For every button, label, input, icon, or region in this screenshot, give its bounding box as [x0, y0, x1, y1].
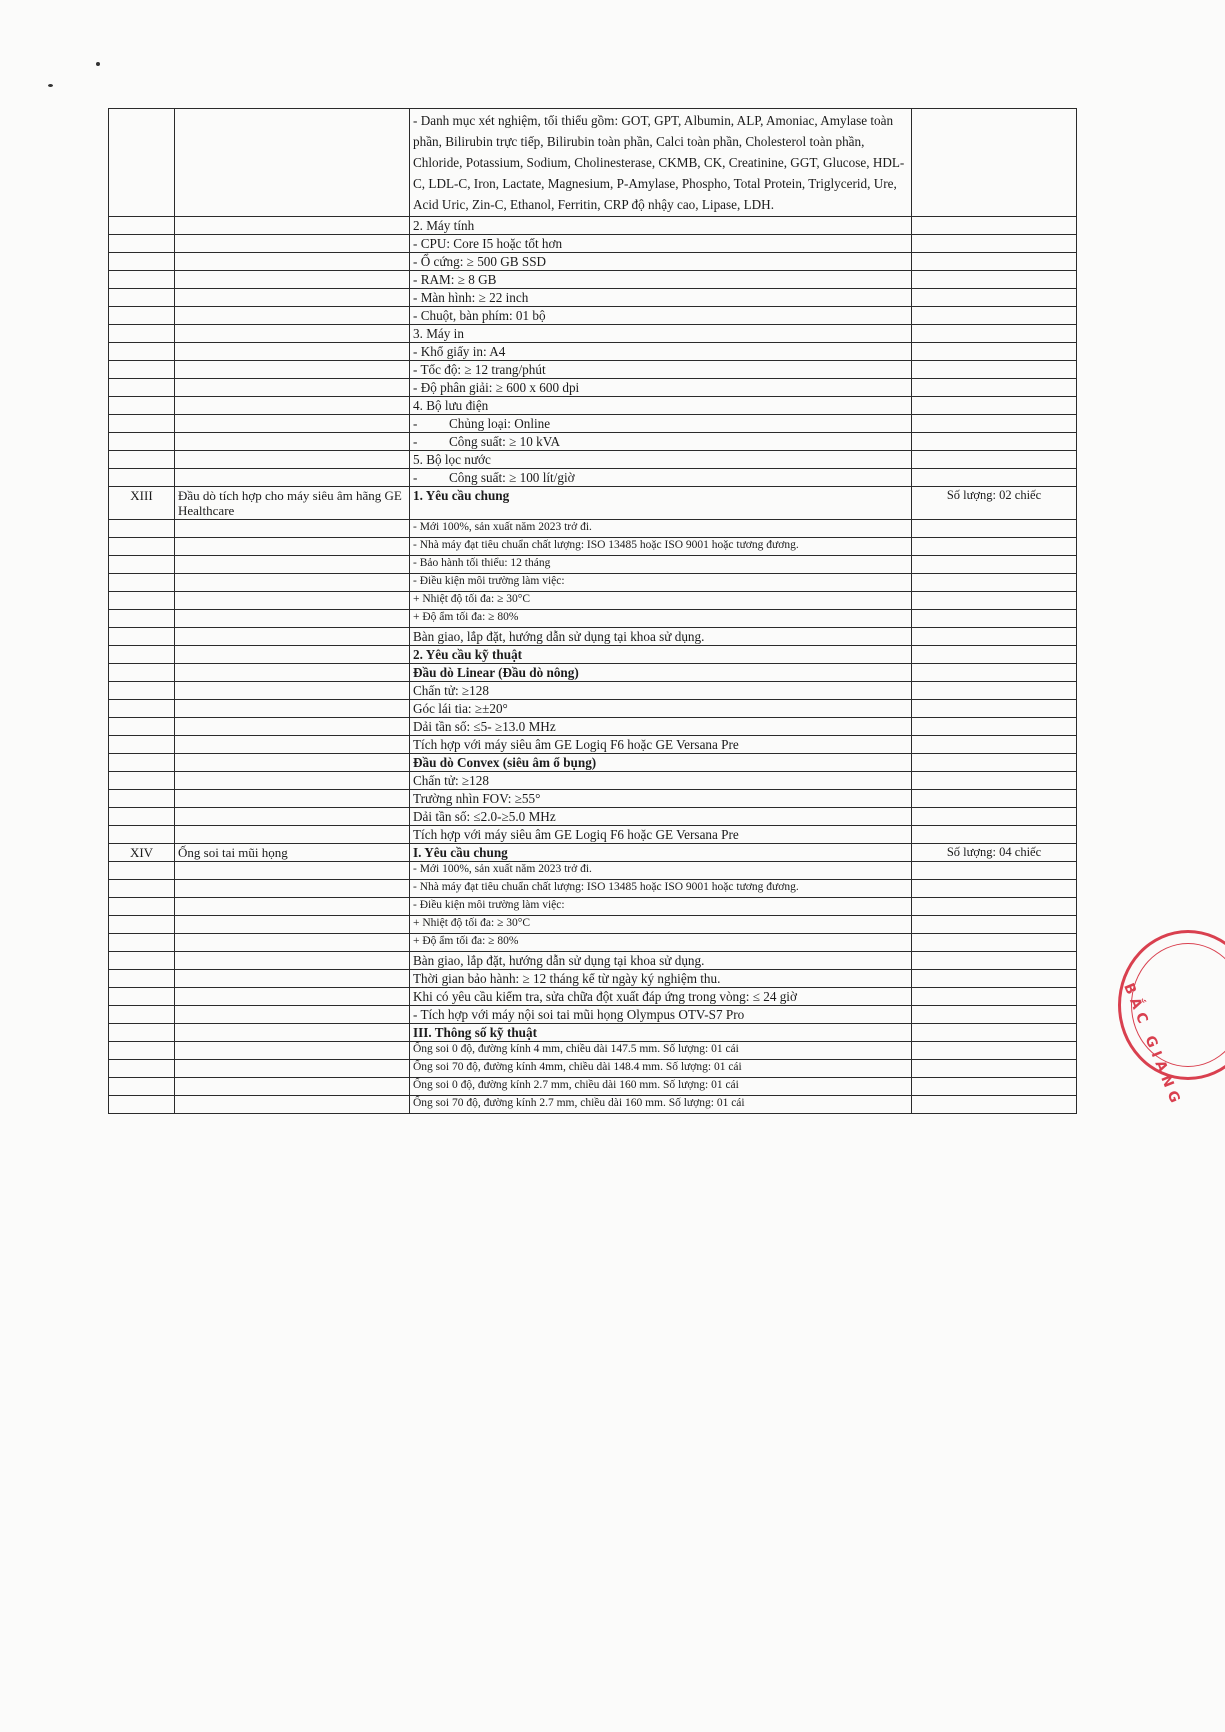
- quantity-cell: [912, 664, 1077, 682]
- item-name-cell: [175, 970, 410, 988]
- table-row: [109, 826, 1077, 844]
- requirement-cell: Bàn giao, lắp đặt, hướng dẫn sử dụng tại khoa sử dụng.: [410, 628, 912, 646]
- item-name-cell: [175, 592, 410, 610]
- requirement-cell: + Nhiệt độ tối đa: ≥ 30°C: [410, 592, 912, 610]
- item-name-cell: [175, 898, 410, 916]
- table-row: [109, 556, 1077, 574]
- item-number-cell: [109, 235, 175, 253]
- requirement-text: Công suất: ≥ 10 kVA: [449, 434, 561, 449]
- item-number-cell: [109, 361, 175, 379]
- requirement-cell: - Độ phân giải: ≥ 600 x 600 dpi: [410, 379, 912, 397]
- item-number-cell: [109, 610, 175, 628]
- item-name-cell: [175, 397, 410, 415]
- requirement-cell: - RAM: ≥ 8 GB: [410, 271, 912, 289]
- item-number-cell: [109, 415, 175, 433]
- table-row: [109, 325, 1077, 343]
- specification-table-body: [109, 109, 1077, 1114]
- item-number-cell: [109, 271, 175, 289]
- item-name-cell: [175, 289, 410, 307]
- quantity-cell: [912, 1042, 1077, 1060]
- item-number-cell: [109, 1006, 175, 1024]
- item-number-cell: [109, 592, 175, 610]
- item-number-cell: [109, 1078, 175, 1096]
- table-row: [109, 736, 1077, 754]
- quantity-cell: Số lượng: 04 chiếc: [912, 844, 1077, 862]
- table-row: [109, 934, 1077, 952]
- item-name-cell: [175, 253, 410, 271]
- table-row: [109, 952, 1077, 970]
- requirement-cell: - Khổ giấy in: A4: [410, 343, 912, 361]
- item-name-cell: [175, 736, 410, 754]
- item-number-cell: [109, 307, 175, 325]
- item-name-cell: [175, 361, 410, 379]
- quantity-cell: [912, 646, 1077, 664]
- item-name-cell: [175, 343, 410, 361]
- bullet-dash: -: [413, 470, 418, 485]
- item-name-cell: [175, 574, 410, 592]
- item-number-cell: [109, 754, 175, 772]
- item-name-cell: [175, 934, 410, 952]
- item-name-cell: [175, 718, 410, 736]
- requirement-cell: - CPU: Core I5 hoặc tốt hơn: [410, 235, 912, 253]
- table-row: [109, 610, 1077, 628]
- item-number-cell: [109, 664, 175, 682]
- quantity-cell: [912, 325, 1077, 343]
- item-number-cell: [109, 253, 175, 271]
- table-row: [109, 415, 1077, 433]
- quantity-cell: [912, 415, 1077, 433]
- requirement-cell: + Độ ẩm tối đa: ≥ 80%: [410, 934, 912, 952]
- quantity-cell: [912, 520, 1077, 538]
- item-name-cell: [175, 952, 410, 970]
- requirement-cell: [410, 433, 912, 451]
- table-row: [109, 451, 1077, 469]
- item-name-cell: [175, 520, 410, 538]
- item-name-cell: [175, 415, 410, 433]
- quantity-cell: [912, 628, 1077, 646]
- item-number-cell: [109, 433, 175, 451]
- item-name-cell: [175, 646, 410, 664]
- item-number-cell: [109, 880, 175, 898]
- requirement-cell: Ống soi 70 độ, đường kính 4mm, chiều dài 148.4 mm. Số lượng: 01 cái: [410, 1060, 912, 1078]
- item-name-cell: [175, 469, 410, 487]
- requirement-text: Chủng loại: Online: [449, 416, 551, 431]
- table-row: [109, 790, 1077, 808]
- item-name-cell: [175, 682, 410, 700]
- requirement-cell: - Màn hình: ≥ 22 inch: [410, 289, 912, 307]
- table-row: [109, 862, 1077, 880]
- item-name-cell: [175, 790, 410, 808]
- table-row: [109, 844, 1077, 862]
- quantity-cell: [912, 970, 1077, 988]
- item-name-cell: [175, 433, 410, 451]
- requirement-cell: Ống soi 70 độ, đường kính 2.7 mm, chiều dài 160 mm. Số lượng: 01 cái: [410, 1096, 912, 1114]
- table-row: [109, 538, 1077, 556]
- item-number-cell: [109, 574, 175, 592]
- requirement-cell: - Chuột, bàn phím: 01 bộ: [410, 307, 912, 325]
- requirement-cell: Ống soi 0 độ, đường kính 4 mm, chiều dài 147.5 mm. Số lượng: 01 cái: [410, 1042, 912, 1060]
- table-row: [109, 1006, 1077, 1024]
- item-number-cell: [109, 970, 175, 988]
- item-name-cell: [175, 880, 410, 898]
- table-row: [109, 1042, 1077, 1060]
- requirement-cell: 2. Máy tính: [410, 217, 912, 235]
- item-number-cell: [109, 520, 175, 538]
- requirement-cell: - Mới 100%, sản xuất năm 2023 trở đi.: [410, 520, 912, 538]
- table-row: [109, 271, 1077, 289]
- table-row: [109, 343, 1077, 361]
- quantity-cell: [912, 1078, 1077, 1096]
- requirement-cell: [410, 415, 912, 433]
- quantity-cell: [912, 451, 1077, 469]
- quantity-cell: [912, 1024, 1077, 1042]
- item-number-cell: [109, 289, 175, 307]
- requirement-cell: - Bảo hành tối thiểu: 12 tháng: [410, 556, 912, 574]
- table-row: [109, 988, 1077, 1006]
- requirement-cell: - Điều kiện môi trường làm việc:: [410, 574, 912, 592]
- table-row: [109, 970, 1077, 988]
- requirement-cell: III. Thông số kỹ thuật: [410, 1024, 912, 1042]
- requirement-cell: Thời gian bảo hành: ≥ 12 tháng kể từ ngày ký nghiệm thu.: [410, 970, 912, 988]
- item-number-cell: [109, 325, 175, 343]
- requirement-cell: - Nhà máy đạt tiêu chuẩn chất lượng: ISO 13485 hoặc ISO 9001 hoặc tương đương.: [410, 880, 912, 898]
- item-number-cell: [109, 217, 175, 235]
- table-row: [109, 592, 1077, 610]
- quantity-cell: [912, 397, 1077, 415]
- item-number-cell: [109, 934, 175, 952]
- item-number-cell: [109, 808, 175, 826]
- item-name-cell: [175, 1096, 410, 1114]
- quantity-cell: Số lượng: 02 chiếc: [912, 487, 1077, 520]
- quantity-cell: [912, 772, 1077, 790]
- item-name-cell: [175, 325, 410, 343]
- item-name-cell: Đầu dò tích hợp cho máy siêu âm hãng GE Healthcare: [175, 487, 410, 520]
- quantity-cell: [912, 271, 1077, 289]
- quantity-cell: [912, 109, 1077, 217]
- table-row: [109, 1096, 1077, 1114]
- item-number-cell: XIV: [109, 844, 175, 862]
- quantity-cell: [912, 217, 1077, 235]
- table-row: [109, 397, 1077, 415]
- item-number-cell: [109, 790, 175, 808]
- table-row: [109, 718, 1077, 736]
- table-row: [109, 1024, 1077, 1042]
- item-number-cell: [109, 718, 175, 736]
- item-number-cell: [109, 898, 175, 916]
- item-name-cell: [175, 556, 410, 574]
- table-row: [109, 646, 1077, 664]
- requirement-cell: - Nhà máy đạt tiêu chuẩn chất lượng: ISO 13485 hoặc ISO 9001 hoặc tương đương.: [410, 538, 912, 556]
- item-name-cell: [175, 610, 410, 628]
- item-number-cell: [109, 700, 175, 718]
- requirement-cell: - Tích hợp với máy nội soi tai mũi họng Olympus OTV-S7 Pro: [410, 1006, 912, 1024]
- item-name-cell: [175, 538, 410, 556]
- item-number-cell: [109, 646, 175, 664]
- table-row: [109, 574, 1077, 592]
- item-name-cell: [175, 379, 410, 397]
- item-number-cell: [109, 1096, 175, 1114]
- table-row: [109, 1060, 1077, 1078]
- item-name-cell: [175, 451, 410, 469]
- requirement-cell: Khi có yêu cầu kiểm tra, sửa chữa đột xuất đáp ứng trong vòng: ≤ 24 giờ: [410, 988, 912, 1006]
- bullet-dash: -: [413, 416, 418, 431]
- quantity-cell: [912, 718, 1077, 736]
- quantity-cell: [912, 343, 1077, 361]
- red-seal-stamp: [1118, 930, 1225, 1110]
- requirement-cell: Ống soi 0 độ, đường kính 2.7 mm, chiều dài 160 mm. Số lượng: 01 cái: [410, 1078, 912, 1096]
- item-name-cell: [175, 109, 410, 217]
- requirement-cell: Bàn giao, lắp đặt, hướng dẫn sử dụng tại khoa sử dụng.: [410, 952, 912, 970]
- item-number-cell: [109, 916, 175, 934]
- item-name-cell: [175, 1060, 410, 1078]
- item-number-cell: [109, 628, 175, 646]
- table-row: [109, 682, 1077, 700]
- quantity-cell: [912, 379, 1077, 397]
- item-name-cell: Ống soi tai mũi họng: [175, 844, 410, 862]
- quantity-cell: [912, 682, 1077, 700]
- table-row: [109, 916, 1077, 934]
- requirement-cell: + Độ ẩm tối đa: ≥ 80%: [410, 610, 912, 628]
- quantity-cell: [912, 1060, 1077, 1078]
- table-row: [109, 253, 1077, 271]
- table-row: [109, 700, 1077, 718]
- table-row: [109, 628, 1077, 646]
- table-row: [109, 520, 1077, 538]
- item-name-cell: [175, 1042, 410, 1060]
- requirement-cell: I. Yêu cầu chung: [410, 844, 912, 862]
- scan-speck: [48, 84, 53, 87]
- table-row: [109, 1078, 1077, 1096]
- quantity-cell: [912, 916, 1077, 934]
- item-name-cell: [175, 700, 410, 718]
- item-name-cell: [175, 628, 410, 646]
- item-name-cell: [175, 754, 410, 772]
- requirement-cell: Trường nhìn FOV: ≥55°: [410, 790, 912, 808]
- item-number-cell: [109, 538, 175, 556]
- table-row: [109, 307, 1077, 325]
- requirement-text: Công suất: ≥ 100 lít/giờ: [449, 470, 575, 485]
- bullet-dash: -: [413, 434, 418, 449]
- quantity-cell: [912, 538, 1077, 556]
- item-number-cell: [109, 469, 175, 487]
- quantity-cell: [912, 574, 1077, 592]
- requirement-cell: - Ổ cứng: ≥ 500 GB SSD: [410, 253, 912, 271]
- quantity-cell: [912, 469, 1077, 487]
- requirement-cell: 5. Bộ lọc nước: [410, 451, 912, 469]
- item-number-cell: [109, 988, 175, 1006]
- item-name-cell: [175, 1006, 410, 1024]
- table-row: [109, 379, 1077, 397]
- item-number-cell: [109, 397, 175, 415]
- item-number-cell: [109, 682, 175, 700]
- item-number-cell: [109, 343, 175, 361]
- item-name-cell: [175, 664, 410, 682]
- requirement-cell: - Danh mục xét nghiệm, tối thiểu gồm: GOT, GPT, Albumin, ALP, Amoniac, Amylase toàn phần, Bilirubin trực tiếp, Bilirubin toàn phần, Calci toàn phần, Cholesterol toàn phần, Chloride, Potassium, Sodium, Cholinesterase, CKMB, CK, Creatinine, GGT, Glucose, HDL-C, LDL-C, Iron, Lactate, Magnesium, P-Amylase, Phospho, Total Protein, Triglycerid, Ure, Acid Uric, Zin-C, Ethanol, Ferritin, CRP độ nhậy cao, Lipase, LDH.: [410, 109, 912, 217]
- quantity-cell: [912, 307, 1077, 325]
- item-name-cell: [175, 772, 410, 790]
- quantity-cell: [912, 808, 1077, 826]
- item-number-cell: [109, 772, 175, 790]
- quantity-cell: [912, 253, 1077, 271]
- item-number-cell: [109, 109, 175, 217]
- item-number-cell: [109, 556, 175, 574]
- quantity-cell: [912, 790, 1077, 808]
- quantity-cell: [912, 556, 1077, 574]
- requirement-cell: 3. Máy in: [410, 325, 912, 343]
- item-name-cell: [175, 235, 410, 253]
- requirement-cell: Chấn tử: ≥128: [410, 772, 912, 790]
- item-name-cell: [175, 916, 410, 934]
- quantity-cell: [912, 952, 1077, 970]
- table-row: [109, 217, 1077, 235]
- quantity-cell: [912, 235, 1077, 253]
- requirement-cell: Đầu dò Convex (siêu âm ổ bụng): [410, 754, 912, 772]
- table-row: [109, 880, 1077, 898]
- scan-speck: [96, 62, 100, 66]
- table-row: [109, 487, 1077, 520]
- table-row: [109, 361, 1077, 379]
- quantity-cell: [912, 289, 1077, 307]
- item-number-cell: [109, 1060, 175, 1078]
- requirement-cell: [410, 469, 912, 487]
- quantity-cell: [912, 862, 1077, 880]
- quantity-cell: [912, 1006, 1077, 1024]
- table-row: [109, 898, 1077, 916]
- item-number-cell: XIII: [109, 487, 175, 520]
- item-number-cell: [109, 379, 175, 397]
- quantity-cell: [912, 988, 1077, 1006]
- requirement-cell: 4. Bộ lưu điện: [410, 397, 912, 415]
- quantity-cell: [912, 361, 1077, 379]
- table-row: [109, 808, 1077, 826]
- table-row: [109, 289, 1077, 307]
- quantity-cell: [912, 880, 1077, 898]
- quantity-cell: [912, 610, 1077, 628]
- item-name-cell: [175, 826, 410, 844]
- quantity-cell: [912, 898, 1077, 916]
- item-name-cell: [175, 1024, 410, 1042]
- requirement-cell: Tích hợp với máy siêu âm GE Logiq F6 hoặc GE Versana Pre: [410, 826, 912, 844]
- table-row: [109, 754, 1077, 772]
- requirement-cell: Dải tần số: ≤2.0-≥5.0 MHz: [410, 808, 912, 826]
- item-name-cell: [175, 217, 410, 235]
- item-number-cell: [109, 952, 175, 970]
- item-number-cell: [109, 862, 175, 880]
- table-row: [109, 772, 1077, 790]
- item-name-cell: [175, 271, 410, 289]
- requirement-cell: Dải tần số: ≤5- ≥13.0 MHz: [410, 718, 912, 736]
- requirement-cell: - Điều kiện môi trường làm việc:: [410, 898, 912, 916]
- table-row: [109, 109, 1077, 217]
- item-name-cell: [175, 307, 410, 325]
- item-number-cell: [109, 736, 175, 754]
- item-number-cell: [109, 826, 175, 844]
- quantity-cell: [912, 592, 1077, 610]
- item-number-cell: [109, 451, 175, 469]
- requirement-cell: Góc lái tia: ≥±20°: [410, 700, 912, 718]
- table-row: [109, 235, 1077, 253]
- item-number-cell: [109, 1024, 175, 1042]
- requirement-cell: Đầu dò Linear (Đầu dò nông): [410, 664, 912, 682]
- item-name-cell: [175, 1078, 410, 1096]
- requirement-cell: 2. Yêu cầu kỹ thuật: [410, 646, 912, 664]
- quantity-cell: [912, 736, 1077, 754]
- quantity-cell: [912, 826, 1077, 844]
- item-name-cell: [175, 988, 410, 1006]
- requirement-cell: - Tốc độ: ≥ 12 trang/phút: [410, 361, 912, 379]
- item-number-cell: [109, 1042, 175, 1060]
- table-row: [109, 433, 1077, 451]
- quantity-cell: [912, 754, 1077, 772]
- requirement-cell: Tích hợp với máy siêu âm GE Logiq F6 hoặc GE Versana Pre: [410, 736, 912, 754]
- quantity-cell: [912, 1096, 1077, 1114]
- quantity-cell: [912, 934, 1077, 952]
- specification-table: [108, 108, 1077, 1114]
- requirement-cell: + Nhiệt độ tối đa: ≥ 30°C: [410, 916, 912, 934]
- table-row: [109, 664, 1077, 682]
- seal-text: BẮC GIANG: [1120, 981, 1185, 1110]
- requirement-cell: Chấn tử: ≥128: [410, 682, 912, 700]
- quantity-cell: [912, 700, 1077, 718]
- quantity-cell: [912, 433, 1077, 451]
- item-name-cell: [175, 808, 410, 826]
- table-row: [109, 469, 1077, 487]
- requirement-cell: - Mới 100%, sản xuất năm 2023 trở đi.: [410, 862, 912, 880]
- requirement-cell: 1. Yêu cầu chung: [410, 487, 912, 520]
- item-name-cell: [175, 862, 410, 880]
